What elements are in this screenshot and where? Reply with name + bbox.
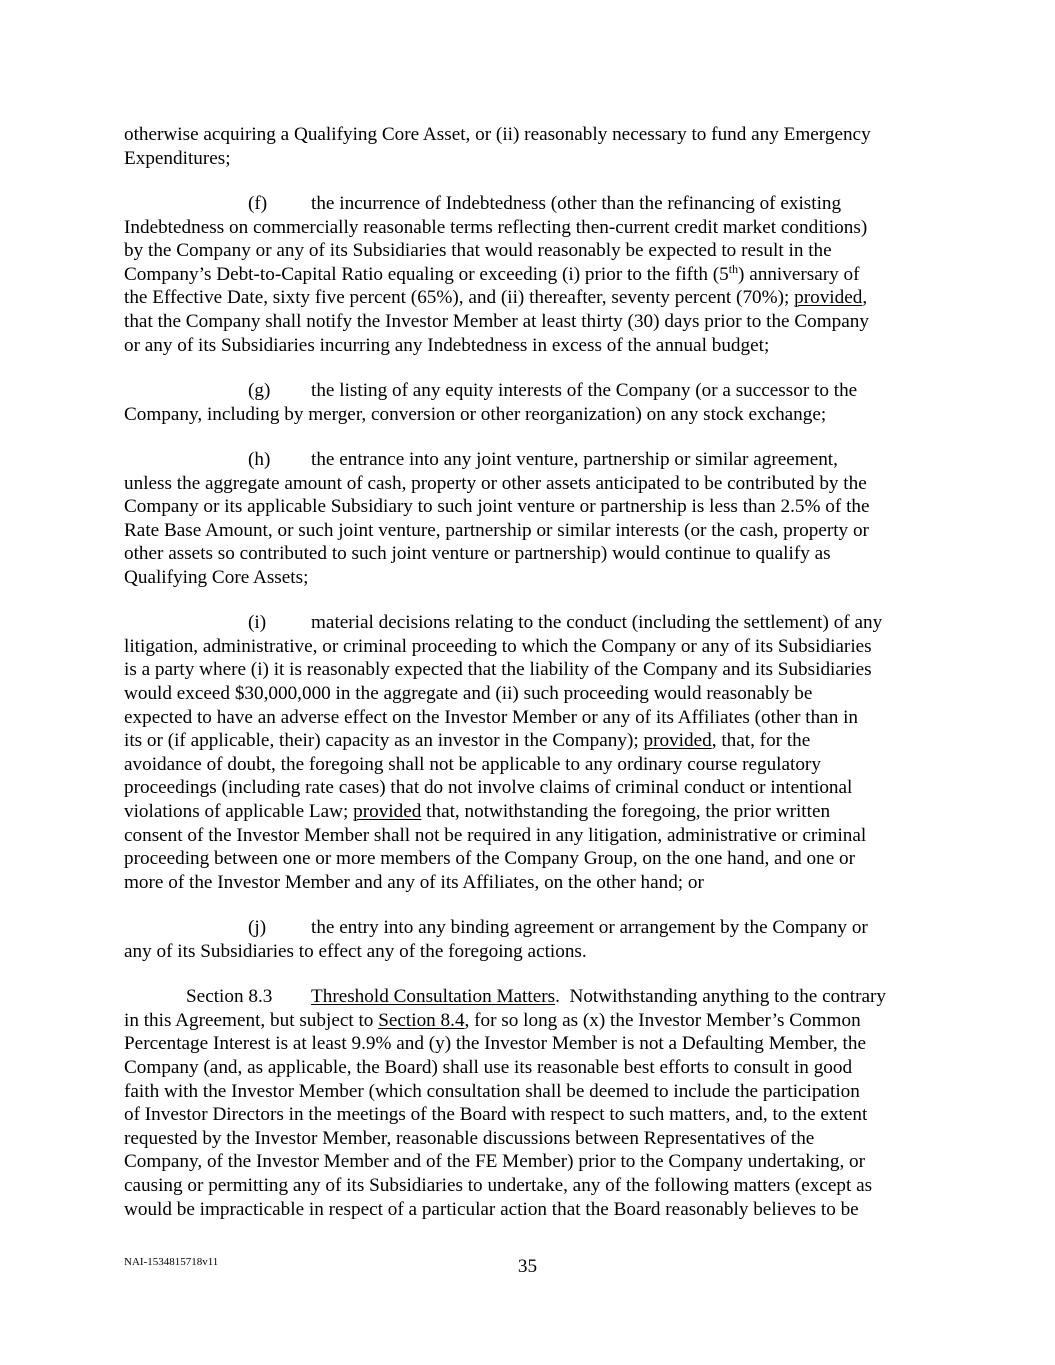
text-run: Qualifying Core Assets; (124, 566, 309, 588)
text-run: avoidance of doubt, the foregoing shall not be applicable to any ordinary course regulatory (124, 753, 821, 775)
text-line (124, 916, 1004, 940)
clause-f (124, 192, 1004, 357)
clause-label: (f) (248, 192, 268, 214)
underlined-term: Threshold Consultation Matters (311, 986, 556, 1008)
text-line (124, 1056, 1004, 1080)
clause-label: (h) (248, 448, 271, 470)
page-number: 35 (517, 1256, 538, 1277)
text-run: Company (and, as applicable, the Board) shall use its reasonable best efforts to consult in good (124, 1056, 853, 1078)
text-run: faith with the Investor Member (which consultation shall be deemed to include the participation (124, 1080, 860, 1102)
text-line (124, 519, 1004, 543)
text-line (124, 216, 1004, 240)
text-line (124, 985, 1004, 1009)
text-line (124, 542, 1004, 566)
text-run: , for so long as (x) the Investor Member’s Common (464, 1009, 861, 1031)
clause-j (124, 916, 1004, 963)
text-run: expected to have an adverse effect on the Investor Member or any of its Affiliates (other than in (124, 706, 859, 728)
text-run: more of the Investor Member and any of its Affiliates, on the other hand; or (124, 871, 704, 893)
text-run: violations of applicable Law; (124, 801, 354, 823)
text-run: consent of the Investor Member shall not be required in any litigation, administrative or criminal (124, 824, 867, 846)
text-line (124, 871, 1004, 895)
text-line (124, 472, 1004, 496)
text-line (124, 940, 1004, 964)
text-run: is a party where (i) it is reasonably expected that the liability of the Company and its Subsidiaries (124, 659, 872, 681)
text-run: litigation, administrative, or criminal proceeding to which the Company or any of its Subsidiaries (124, 635, 872, 657)
text-run: Company, of the Investor Member and of the FE Member) prior to the Company undertaking, or (124, 1151, 866, 1173)
text-run: . Notwithstanding anything to the contrary (555, 986, 887, 1008)
text-run: or any of its Subsidiaries incurring any Indebtedness in excess of the annual budget; (124, 334, 770, 356)
text-run: proceeding between one or more members of the Company Group, on the one hand, and one or (124, 848, 856, 870)
text-run: ) anniversary of (738, 263, 860, 285)
text-run: its or (if applicable, their) capacity as an investor in the Company); (124, 730, 644, 752)
text-run: the incurrence of Indebtedness (other than the refinancing of existing (311, 192, 842, 214)
text-run: unless the aggregate amount of cash, property or other assets anticipated to be contributed by the (124, 472, 867, 494)
clause-h (124, 448, 1004, 590)
clause-g (124, 379, 1004, 426)
text-line (124, 824, 1004, 848)
text-line (124, 1032, 1004, 1056)
text-line (124, 448, 1004, 472)
text-run: that the Company shall notify the Investor Member at least thirty (30) days prior to the Company (124, 310, 869, 332)
text-run: of Investor Directors in the meetings of the Board with respect to such matters, and, to the extent (124, 1104, 868, 1126)
text-line (124, 682, 1004, 706)
text-run: Expenditures; (124, 147, 231, 169)
text-line (124, 1150, 1004, 1174)
text-line (124, 147, 1004, 171)
text-line (124, 566, 1004, 590)
text-line (124, 495, 1004, 519)
text-run: the entrance into any joint venture, partnership or similar agreement, (311, 448, 838, 470)
text-line (124, 635, 1004, 659)
text-line (124, 847, 1004, 871)
text-run: by the Company or any of its Subsidiaries that would reasonably be expected to result in the (124, 240, 832, 262)
text-run: any of its Subsidiaries to effect any of the foregoing actions. (124, 940, 587, 962)
section-label: Section 8.3 (186, 986, 273, 1008)
text-line (124, 1198, 1004, 1222)
text-run: , that, for the (711, 730, 811, 752)
text-line (124, 753, 1004, 777)
text-line (124, 192, 1004, 216)
text-line (124, 1080, 1004, 1104)
text-run: , (862, 287, 868, 309)
text-run: requested by the Investor Member, reasonable discussions between Representatives of the (124, 1127, 815, 1149)
underlined-term: provided (353, 801, 422, 823)
text-run: Company or its applicable Subsidiary to such joint venture or partnership is less than 2.5% of the (124, 496, 870, 518)
text-line (124, 239, 1004, 263)
text-run: in this Agreement, but subject to (124, 1009, 379, 1031)
text-run: causing or permitting any of its Subsidiaries to undertake, any of the following matters (except as (124, 1174, 873, 1196)
clause-label: (g) (248, 379, 271, 401)
superscript-text: th (728, 262, 739, 277)
text-run: Company, including by merger, conversion or other reorganization) on any stock exchange; (124, 403, 827, 425)
text-run: other assets so contributed to such joint venture or partnership) would continue to qualify as (124, 543, 831, 565)
text-run: would be impracticable in respect of a particular action that the Board reasonably believes to be (124, 1198, 859, 1220)
underlined-term: provided (643, 730, 712, 752)
text-run: proceedings (including rate cases) that do not involve claims of criminal conduct or intentional (124, 777, 853, 799)
text-line (124, 123, 1004, 147)
text-line (124, 263, 1004, 287)
text-run: the listing of any equity interests of the Company (or a successor to the (311, 379, 858, 401)
text-line (124, 1174, 1004, 1198)
document-body (124, 123, 1004, 1221)
text-line (124, 658, 1004, 682)
text-run: Rate Base Amount, or such joint venture, partnership or similar interests (or the cash, property or (124, 519, 869, 541)
clause-label: (j) (248, 917, 267, 939)
text-run: material decisions relating to the conduct (including the settlement) of any (311, 612, 883, 634)
text-run: Indebtedness on commercially reasonable terms reflecting then-current credit market conditions) (124, 216, 868, 238)
text-run: that, notwithstanding the foregoing, the prior written (421, 801, 831, 823)
section-8-3 (124, 985, 1004, 1221)
text-line (124, 403, 1004, 427)
text-line (124, 310, 1004, 334)
underlined-term: provided (794, 287, 863, 309)
text-line (124, 776, 1004, 800)
text-line (124, 729, 1004, 753)
clause-i (124, 611, 1004, 894)
text-run: Company’s Debt-to-Capital Ratio equaling or exceeding (i) prior to the fifth (5 (124, 263, 729, 285)
text-run: would exceed $30,000,000 in the aggregate and (ii) such proceeding would reasonably be (124, 683, 813, 705)
text-line (124, 286, 1004, 310)
text-line (124, 1127, 1004, 1151)
text-run: the Effective Date, sixty five percent (65%), and (ii) thereafter, seventy percent (70%); (124, 287, 795, 309)
text-line (124, 1103, 1004, 1127)
text-line (124, 611, 1004, 635)
text-run: the entry into any binding agreement or arrangement by the Company or (311, 917, 868, 939)
underlined-term: Section 8.4 (378, 1009, 465, 1031)
text-run: otherwise acquiring a Qualifying Core Asset, or (ii) reasonably necessary to fund any Emergency (124, 124, 871, 145)
text-line (124, 379, 1004, 403)
document-id: NAI-1534815718v11 (124, 1256, 219, 1268)
text-line (124, 334, 1004, 358)
text-run: Percentage Interest is at least 9.9% and (y) the Investor Member is not a Defaulting Member, the (124, 1033, 866, 1055)
text-line (124, 1009, 1004, 1033)
paragraph-continuation (124, 123, 1004, 170)
clause-label: (i) (248, 612, 267, 634)
text-line (124, 706, 1004, 730)
text-line (124, 800, 1004, 824)
